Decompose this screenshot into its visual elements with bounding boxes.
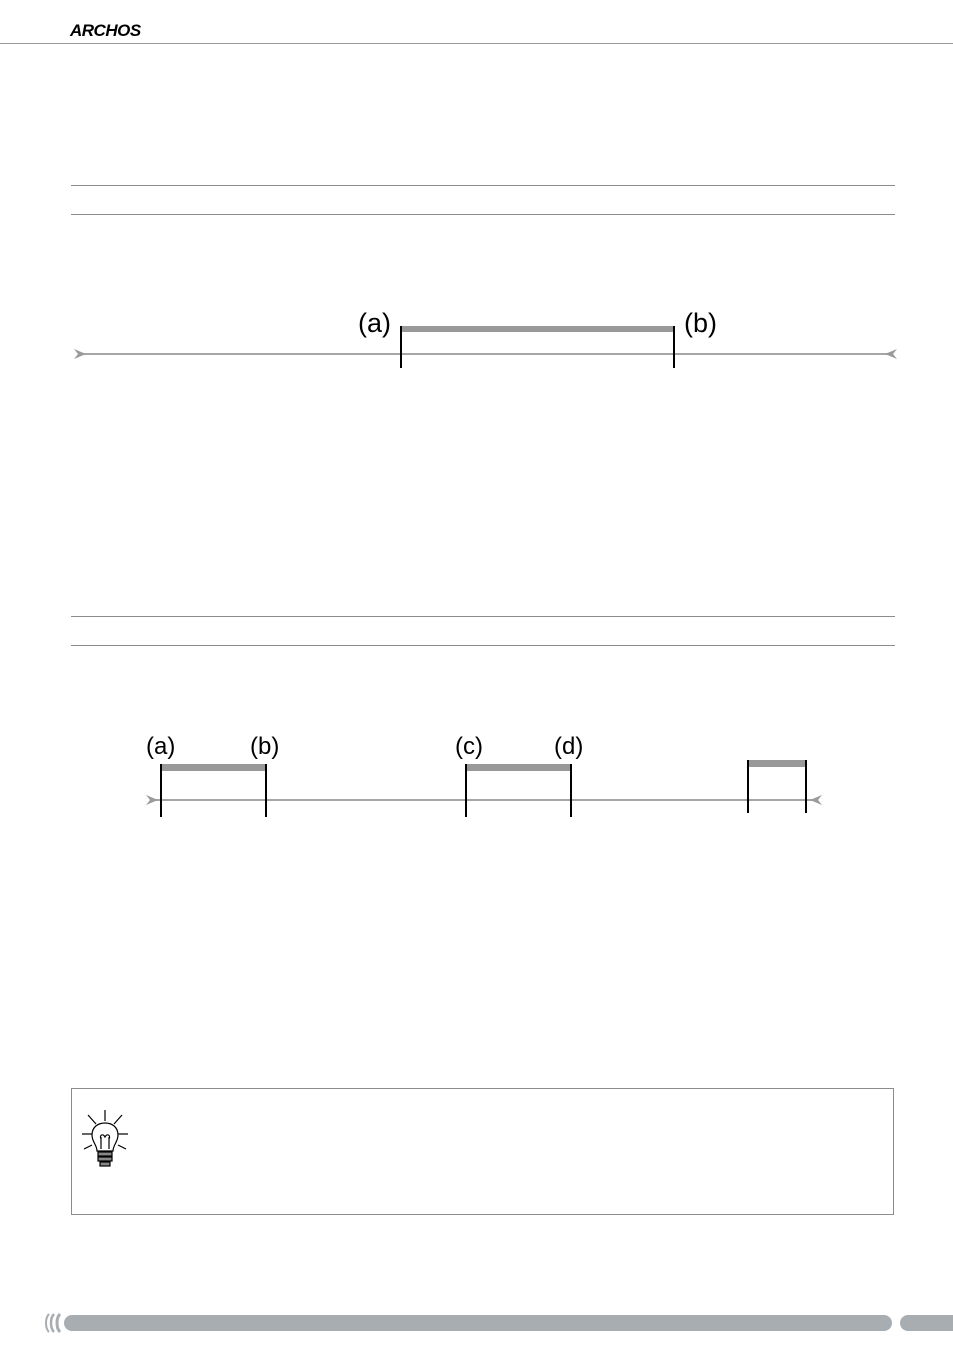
timeline-end-arrow: [885, 349, 897, 359]
label-a: (a): [146, 733, 176, 760]
label-c: (c): [455, 733, 483, 760]
section-2-bottom-rule: [71, 645, 895, 646]
ab-segment: [401, 326, 674, 332]
multi-segment-diagram: [0, 725, 953, 825]
timeline-end-arrow: [810, 795, 822, 805]
footer-bar: [40, 1313, 953, 1333]
label-a: (a): [358, 308, 391, 338]
tip-box: [71, 1088, 894, 1215]
section-2-top-rule: [71, 616, 895, 617]
archos-logo: ARCHOS: [70, 21, 141, 40]
section-1-top-rule: [71, 185, 895, 186]
segment-cd: [466, 764, 571, 771]
section-1-bottom-rule: [71, 214, 895, 215]
segment-last: [748, 760, 806, 767]
header-divider: [0, 43, 953, 44]
label-b: (b): [684, 308, 717, 338]
segment-ab: [161, 764, 266, 771]
lightbulb-icon: [80, 1107, 140, 1177]
timeline-start-arrow: [74, 349, 86, 359]
ab-repeat-diagram: [0, 300, 953, 380]
timeline-start-arrow: [146, 795, 158, 805]
label-d: (d): [554, 733, 584, 760]
label-b: (b): [250, 733, 280, 760]
